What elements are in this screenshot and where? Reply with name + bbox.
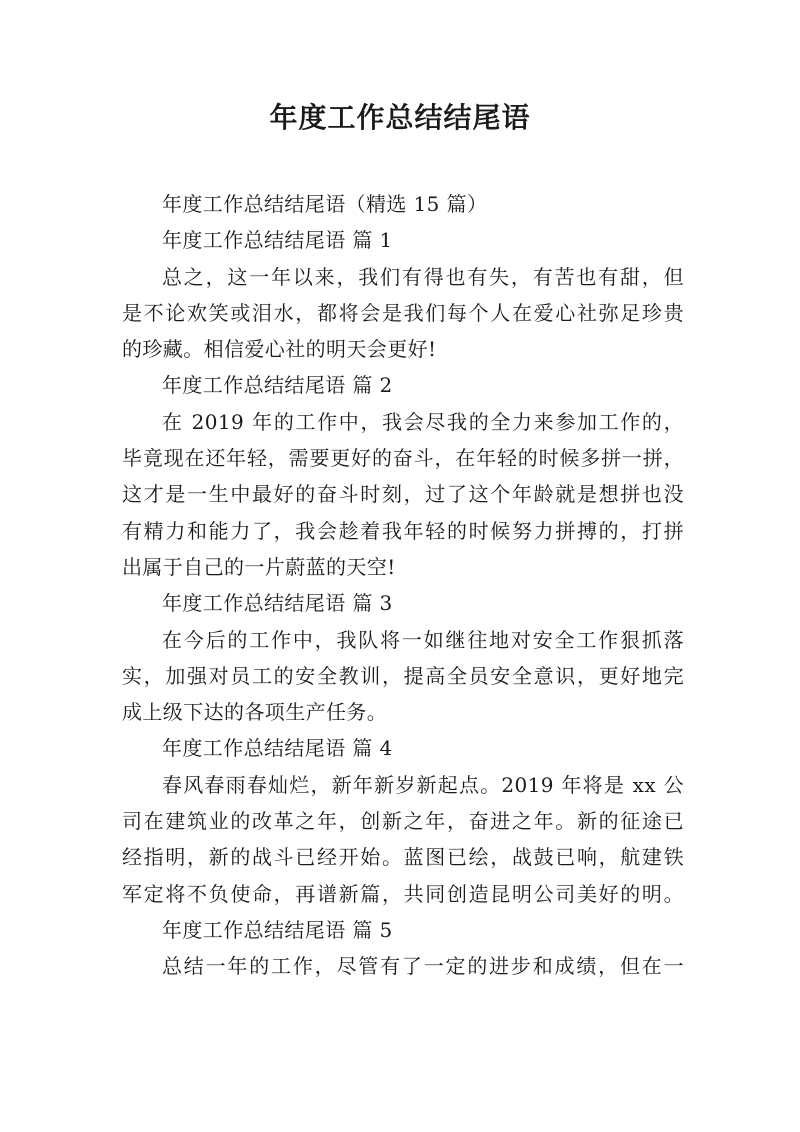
- section-heading-2: 年度工作总结结尾语 篇 2: [162, 373, 393, 398]
- paragraph-line: 司在建筑业的改革之年，创新之年，奋进之年。新的征途已: [122, 809, 684, 834]
- paragraph-line: 毕竟现在还年轻，需要更好的奋斗，在年轻的时候多拼一拼，: [122, 446, 684, 471]
- paragraph-line: 经指明，新的战斗已经开始。蓝图已绘，战鼓已响，航建铁: [122, 845, 684, 870]
- paragraph-line: 有精力和能力了，我会趁着我年轻的时候努力拼搏的，打拼: [122, 518, 684, 543]
- document-body: [122, 186, 684, 985]
- paragraph-line: 在今后的工作中，我队将一如继往地对安全工作狠抓落: [162, 627, 684, 652]
- section-heading-4: 年度工作总结结尾语 篇 4: [162, 736, 393, 761]
- paragraph-line: 总结一年的工作，尽管有了一定的进步和成绩，但在一: [162, 954, 684, 979]
- paragraph-line: 春风春雨春灿烂，新年新岁新起点。2019 年将是 xx 公: [162, 772, 684, 797]
- paragraph-line: 军定将不负使命，再谱新篇，共同创造昆明公司美好的明。: [122, 881, 684, 906]
- section-heading-3: 年度工作总结结尾语 篇 3: [162, 591, 393, 616]
- paragraph-line: 这才是一生中最好的奋斗时刻，过了这个年龄就是想拼也没: [122, 482, 684, 507]
- paragraph-line: 成上级下达的各项生产任务。: [122, 700, 388, 725]
- document-title: 年度工作总结结尾语: [269, 101, 531, 134]
- paragraph-line: 出属于自己的一片蔚蓝的天空!: [122, 554, 396, 579]
- document-subtitle: 年度工作总结结尾语（精选 15 篇）: [162, 192, 488, 216]
- section-heading-1: 年度工作总结结尾语 篇 1: [162, 228, 393, 253]
- paragraph-line: 是不论欢笑或泪水，都将会是我们每个人在爱心社弥足珍贵: [122, 300, 684, 325]
- paragraph-line: 总之，这一年以来，我们有得也有失，有苦也有甜，但: [162, 264, 684, 289]
- section-heading-5: 年度工作总结结尾语 篇 5: [162, 917, 393, 942]
- paragraph-line: 在 2019 年的工作中，我会尽我的全力来参加工作的，: [162, 409, 684, 434]
- paragraph-line: 的珍藏。相信爱心社的明天会更好!: [122, 337, 437, 362]
- paragraph-line: 实，加强对员工的安全教训，提高全员安全意识，更好地完: [122, 663, 684, 688]
